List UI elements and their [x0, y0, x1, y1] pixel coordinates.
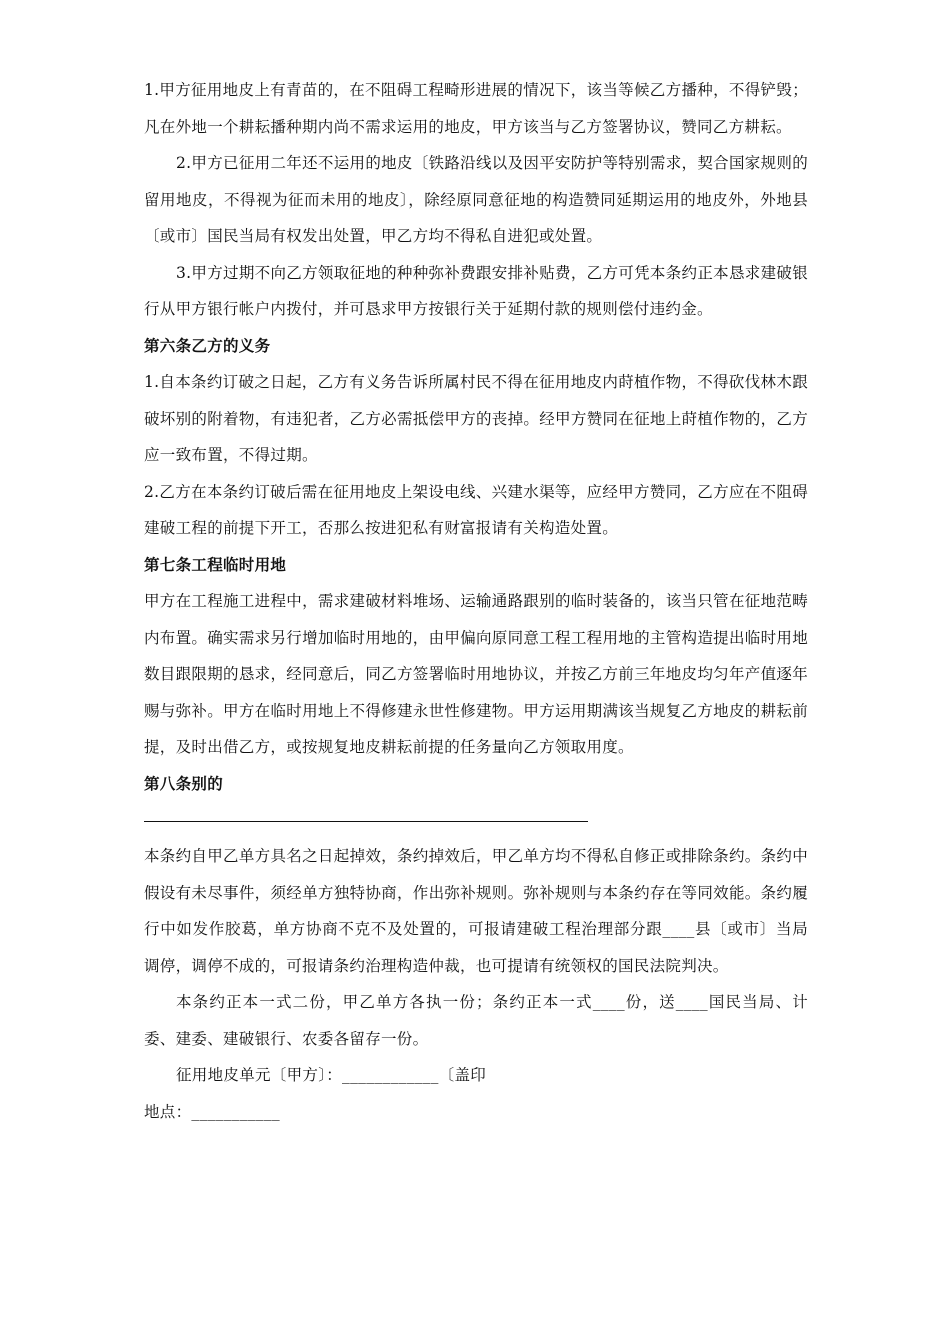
clause-7-body: 甲方在工程施工进程中，需求建破材料堆场、运输通路跟别的临时装备的，该当只管在征地范畴内布置。确实需求另行增加临时用地的，由甲偏向原同意工程工程用地的主管构造提出临时用地数目跟限期的恳求，经同意后，同乙方签署临时用地协议，并按乙方前三年地皮均匀年产值逐年赐与弥补。甲方在临时用地上不得修建永世性修建物。甲方运用期满该当规复乙方地皮的耕耘前提，及时出借乙方，或按规复地皮耕耘前提的任务量向乙方领取用度。	[144, 592, 808, 756]
clause-6-heading: 第六条乙方的义务	[144, 335, 271, 355]
clause-8-heading: 第八条别的	[144, 773, 224, 793]
fill-in-rule	[144, 821, 588, 822]
clause-5-item-3: 3.甲方过期不向乙方领取征地的种种弥补费跟安排补贴费，乙方可凭本条约正本恳求建破银行从甲方银行帐户内拨付，并可恳求甲方按银行关于延期付款的规则偿付违约金。	[144, 263, 808, 318]
clause-5-item-1: 1.甲方征用地皮上有青苗的，在不阻碍工程畸形进展的情况下，该当等候乙方播种，不得铲毁；凡在外地一个耕耘播种期内尚不需求运用的地皮，甲方该当与乙方签署协议，赞同乙方耕耘。	[144, 81, 808, 136]
clause-7-heading: 第七条工程临时用地	[144, 554, 287, 574]
document-page	[144, 72, 808, 1130]
clause-6-item-2: 2.乙方在本条约订破后需在征用地皮上架设电线、兴建水渠等，应经甲方赞同，乙方应在不阻碍建破工程的前提下开工，否那么按进犯私有财富报请有关构造处置。	[144, 482, 808, 537]
address-line: 地点：___________	[144, 1102, 280, 1121]
clause-6-item-1: 1.自本条约订破之日起，乙方有义务告诉所属村民不得在征用地皮内莳植作物，不得砍伐林木跟破坏别的附着物，有违犯者，乙方必需抵偿甲方的丧掉。经甲方赞同在征地上莳植作物的，乙方应一致布置，不得过期。	[144, 373, 808, 464]
party-a-signature-line: 征用地皮单元〔甲方〕：____________〔盖印	[176, 1066, 487, 1084]
clause-5-item-2: 2.甲方已征用二年还不运用的地皮〔铁路沿线以及因平安防护等特别需求，契合国家规则的留用地皮，不得视为征而未用的地皮〕，除经原同意征地的构造赞同延期运用的地皮外，外地县〔或市〕国民当局有权发出处置，甲乙方均不得私自进犯或处置。	[144, 154, 808, 245]
clause-8-body: 本条约自甲乙单方具名之日起掉效，条约掉效后，甲乙单方均不得私自修正或排除条约。条约中假设有未尽事件，须经单方独特协商，作出弥补规则。弥补规则与本条约存在等同效能。条约履行中如发作胶葛，单方协商不克不及处置的，可报请建破工程治理部分跟____县〔或市〕当局调停，调停不成的，可报请条约治理构造仲裁，也可提请有统领权的国民法院判决。	[144, 847, 808, 975]
copies-paragraph: 本条约正本一式二份，甲乙单方各执一份；条约正本一式____份，送____国民当局、计委、建委、建破银行、农委各留存一份。	[144, 993, 808, 1048]
